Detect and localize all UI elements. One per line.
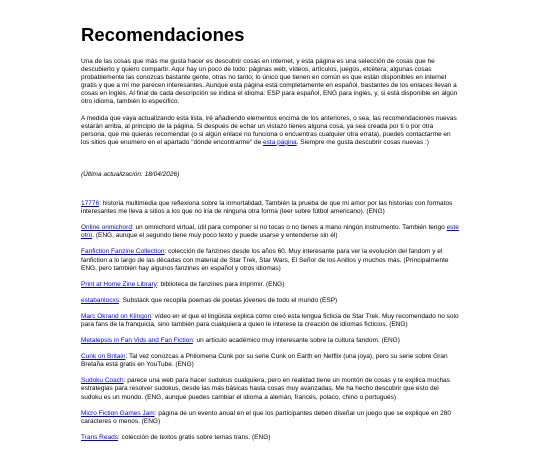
list-item [81, 224, 459, 240]
entry-link-sudoku-coach[interactable]: Sudoku Coach [81, 377, 124, 385]
entry-description: : historia multimedia que reflexiona sobre la inmortalidad. También la prueba de que mi amor por las historias con formatos interesantes me lleva a sitios a los que no iría de ninguna otra forma (leer sobre fútbol americano). (ENG) [81, 200, 453, 216]
page-body [81, 58, 459, 450]
entry-description: : colección de fanzines desde los años 60. Muy interesante para ver la evolución del fandom y el fanfiction a lo largo de las décadas con material de Star Trek, Star Wars, El Señor de los Anillos y muchos más. (Principalmente ENG, pero también hay algunos fanzines en español y otros idiomas) [81, 248, 449, 272]
intro-paragraph: Una de las cosas que más me gusta hacer es descubrir cosas en internet, y esta página es una selección de cosas que he descubierto y quiero compartir. Aquí hay un poco de todo: páginas web, vídeos, artículos, juegos, etcétera; algunas cosas probablemente las conozcas bastante gente, otras no tanto; lo único que tienen en común es que están disponibles en internet gratis y que a mí me parecen interesantes. Aunque esta página está completamente en español, bastantes de los enlaces llevan a cosas en inglés. Al final de cada descripción se indica el idioma: ESP para español, ENG para inglés, y, si está disponible en algún otro idioma, también lo especifico. [81, 58, 458, 106]
list-item [81, 434, 459, 442]
entry-link-metalepsis[interactable]: Metalepsis in Fan Vids and Fan Fiction [81, 337, 193, 345]
entry-link-trans-reads[interactable]: Trans Reads [81, 433, 118, 441]
entry-link-17776[interactable]: 17776 [81, 200, 100, 208]
list-item [81, 337, 459, 345]
entry-link-este-otro[interactable]: este otro [81, 224, 459, 240]
entry-description: : página de un evento anual en el que los participantes deben diseñar un juego que se explique en 280 caracteres o menos. (ENG) [81, 409, 452, 425]
entry-link-cunk-on-britain[interactable]: Cunk on Britain [81, 353, 126, 361]
intro-text-before: A medida que vaya actualizando esta lista, iré añadiendo elementos encima de los anteriores, o sea, las recomendaciones nuevas estarán arriba, al principio de la página. Si después de echar un vistazo tienes alguna cosa, ya sea creada por ti o por otra persona, que me quieras recomendar (o si algún enlace no funciona o encuentras cualquier otra errata), puedes contactarme en los sitios que enumero en el apartado "dónde encontrarme" de [81, 114, 457, 146]
intro-text-after: . Siempre me gusta descubrir cosas nuevas :) [296, 138, 429, 146]
list-item [81, 377, 459, 401]
entry-link-estabanlocxs[interactable]: estabanlocxs [81, 296, 119, 304]
list-item [81, 313, 459, 329]
entry-link-marc-okrand-on-klingon[interactable]: Marc Okrand on Klingon [81, 312, 152, 320]
page-title: Recomendaciones [81, 24, 245, 45]
list-item [81, 353, 459, 369]
entry-description: : colección de textos gratis sobre temas trans. (ENG) [117, 433, 271, 441]
entry-link-fanfiction-fanzine-collection[interactable]: Fanfiction Fanzine Collection [81, 248, 165, 256]
entry-description: : vídeo en el que el lingüista explica cómo creó esta lengua ficticia de Star Trek. Muy recomendado no solo para fans de la franquicia, sino también para cualquiera a quien le interese la creación de idiomas ficticios. (ENG) [81, 312, 459, 328]
entry-description: : un omnichord virtual, útil para componer si no tocas o no tienes a mano ningún instrumento. También tengo [131, 224, 447, 232]
entry-description: : Tal vez conozcas a Philomena Cunk por su serie Cunk on Earth en Netflix (una joya), pero su serie sobre Gran Bretaña está gratis en YouTube. (ENG) [81, 353, 448, 369]
last-updated: (Última actualización: 18/04/2026) [81, 170, 180, 178]
entry-description: : Substack que recopila poemas de poetas jóvenes de todo el mundo (ESP) [118, 296, 338, 304]
entry-description: : parece una web para hacer sudokus cualquiera, pero en realidad tiene un montón de cosas y te explica muchas estrategias para resolver sudokus, desde las más básicas hasta cosas muy avanzadas. Me ha hecho descubrir que esto del sudoku es un mundo. (ENG, aunque puedes cambiar el idioma a alemán, francés, polaco, chino o portugués) [81, 377, 450, 401]
entry-description-continued: . (ENG, aunque el segundo tiene muy poco texto y puede usarse y entenderse sin él) [92, 232, 338, 240]
list-item [81, 248, 459, 272]
entry-link-print-at-home-zine-library[interactable]: Print at Home Zine Library [81, 280, 157, 288]
list-item [81, 297, 459, 305]
contact-page-link[interactable]: esta página [263, 138, 297, 146]
entry-description: : biblioteca de fanzines para imprimir. (ENG) [156, 280, 285, 288]
entry-description: : un artículo académico muy interesante sobre la cultura fandom. (ENG) [192, 337, 400, 345]
recommendation-list [81, 200, 459, 442]
list-item [81, 200, 459, 216]
entry-link-online-omnichord[interactable]: Online onmichord [81, 224, 132, 232]
list-item [81, 410, 459, 426]
intro-paragraph-2 [81, 115, 459, 147]
entry-link-micro-fiction-games-jam[interactable]: Micro Fiction Games Jam [81, 409, 155, 417]
list-item [81, 281, 459, 289]
